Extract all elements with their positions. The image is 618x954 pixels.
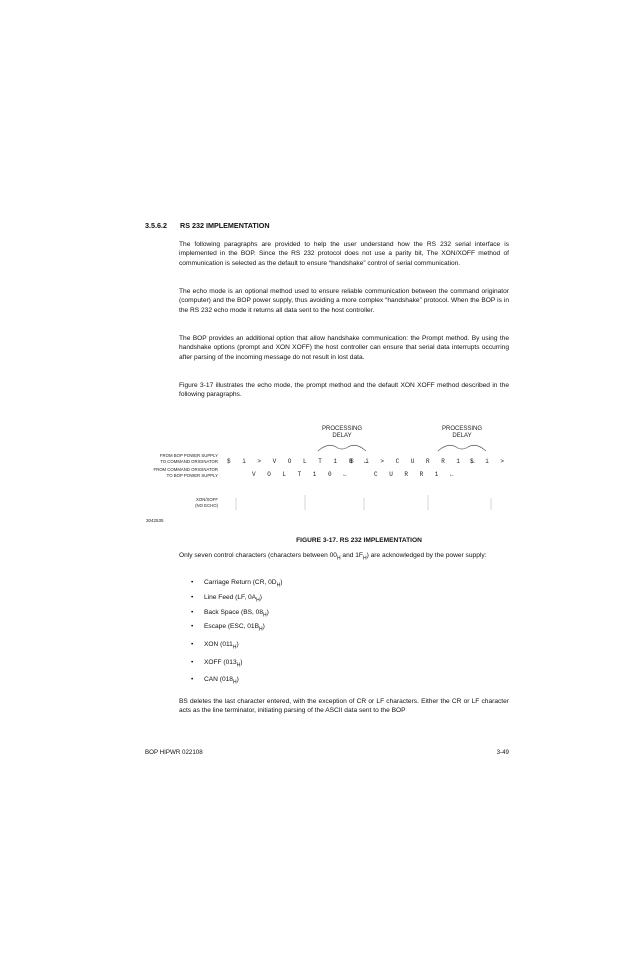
delay-brace-1 bbox=[318, 445, 366, 451]
section-title: RS 232 IMPLEMENTATION bbox=[180, 221, 270, 230]
row1-seq-c: $ i > bbox=[470, 458, 509, 465]
bullet-can: • CAN $(018_H)$ bbox=[191, 676, 239, 686]
bullet-bs: • Back Space (BS, $08_H$) bbox=[191, 609, 269, 619]
bullet-cr: • Carriage Return (CR, $0D_H$) bbox=[191, 579, 283, 589]
row2-label-a: FROM COMMAND ORIGINATOR bbox=[153, 467, 218, 472]
footer-page-number: 3-49 bbox=[496, 749, 509, 756]
row2-seq-b: C U R R 1 ← bbox=[374, 471, 458, 478]
delay-brace-2 bbox=[438, 445, 486, 451]
row2-label-b: TO BOP POWER SUPPLY bbox=[166, 473, 218, 478]
processing-delay-label-2b: DELAY bbox=[452, 433, 472, 439]
row1-label-b: TO COMMAND ORIGINATOR bbox=[160, 459, 218, 464]
bullet-xoff: • XOFF $(013_H)$ bbox=[191, 659, 243, 669]
section-heading bbox=[145, 221, 270, 230]
xon-xoff-markers bbox=[236, 495, 491, 510]
paragraph-3: The BOP provides an additional option that allow handshake communication: the Prompt method. By using the handshake options (prompt and XON XOFF) the host controller can ensure that serial data interrupts occurring after parsing of the incoming message do not result in lost data. bbox=[179, 335, 509, 361]
row1-label-a: FROM BOP POWER SUPPLY bbox=[159, 453, 218, 458]
footer-doc-id: BOP HIPWR 022108 bbox=[145, 749, 203, 756]
figure-id: 3042535 bbox=[146, 518, 164, 523]
paragraph-2: The echo mode is an optional method used to ensure reliable communication between the command originator (computer) and the BOP power supply, thus avoiding a more complex “handshake” protocol. When the BOP is in the RS 232 echo mode it returns all data sent to the host controller. bbox=[179, 288, 509, 314]
bullet-xon: • XON $(011_H)$ bbox=[191, 641, 239, 651]
processing-delay-label-1: PROCESSING bbox=[321, 426, 363, 432]
processing-delay-label-2: PROCESSING bbox=[441, 426, 483, 432]
processing-delay-label-1b: DELAY bbox=[332, 433, 352, 439]
rs232-figure bbox=[140, 420, 509, 526]
figure-caption: FIGURE 3-17. RS 232 IMPLEMENTATION bbox=[296, 537, 422, 544]
row3-label-a: XON/XOFF bbox=[196, 497, 218, 502]
bullet-lf: • Line Feed (LF, $0A_H$) bbox=[191, 594, 262, 604]
bullet-esc: • Escape (ESC, $01B_H$) bbox=[191, 623, 265, 633]
closing-paragraph: BS deletes the last character entered, with the exception of CR or LF characters. Either the CR or LF character acts as the line terminator, initiating parsing of the ASCII data sent to the BOP bbox=[179, 698, 509, 715]
row1-seq-b: $ i > C U R R 1 ← bbox=[350, 458, 480, 465]
section-number: 3.5.6.2 bbox=[145, 221, 167, 230]
row1-seq-a: $ i > V O L T 1 0 ← bbox=[227, 458, 372, 465]
list-intro: Only seven control characters (characters between $00_H$ and $1F_H$) are acknowledged by the power supply: bbox=[179, 552, 487, 562]
row3-label-b: (NO ECHO) bbox=[195, 503, 218, 508]
paragraph-1: The following paragraphs are provided to help the user understand how the RS 232 serial interface is implemented in the BOP. Since the RS 232 protocol does not use a parity bit, The XON/XOFF method of communication is selected as the default to ensure “handshake” control of serial communication. bbox=[179, 241, 509, 267]
row2-seq-a: V O L T 1 0 ← bbox=[252, 471, 351, 478]
paragraph-4: Figure 3-17 illustrates the echo mode, the prompt method and the default XON XOFF method described in the following paragraphs. bbox=[179, 382, 509, 399]
